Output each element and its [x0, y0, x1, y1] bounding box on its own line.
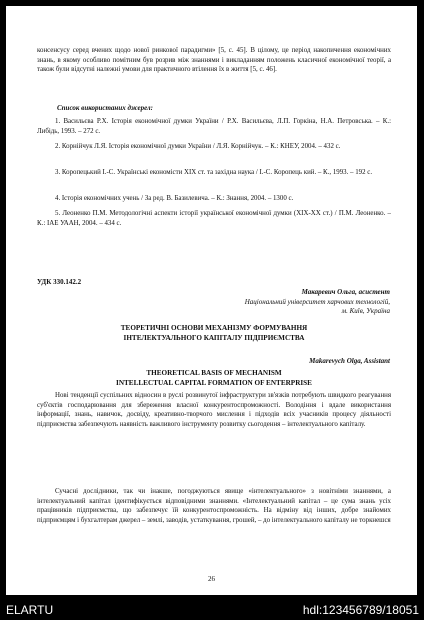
author-name: Макаревич Ольга, асистент	[301, 288, 390, 296]
references-title: Список використаних джерел:	[57, 104, 153, 112]
reference-item: 4. Історія економічних учень / За ред. В. Базилевича. – К.: Знання, 2004. – 1300 с.	[55, 195, 294, 202]
reference-item: 1. Васильєва Р.Х. Історія економічної думки України / Р.Х. Васильєва, Л.П. Горкіна, Н.А. Петровська. – К.: Либідь, 1993. – 272 с.	[37, 118, 391, 136]
page-number: 26	[208, 575, 215, 583]
author-city: м. Київ, Україна	[341, 307, 390, 316]
article-title-en	[37, 369, 391, 388]
title-line: THEORETICAL BASIS OF MECHANISM	[146, 369, 282, 377]
udk-code: УДК 330.142.2	[37, 278, 82, 286]
author-block-ua	[245, 288, 390, 317]
reference-item: 5. Леоненко П.М. Методологічні аспекти історії української економічної думки (ХІХ-ХХ ст.) / П.М. Леоненко. – К.: ІАЕ УААН, 2004. – 434 с.	[37, 210, 391, 228]
author-affiliation: Національний університет харчових технологій,	[244, 297, 390, 306]
article-title-ua	[37, 324, 391, 343]
document-page	[6, 6, 417, 595]
title-line: ІНТЕЛЕКТУАЛЬНОГО КАПІТАЛУ ПІДПРИЄМСТВА	[123, 333, 305, 342]
author-name-en: Makarevych Olga, Assistant	[309, 357, 390, 365]
repository-footer	[0, 599, 424, 620]
repository-name: ELARTU	[6, 603, 54, 617]
reference-item: 2. Корнійчук Л.Я. Історія економічної думки України / Л.Я. Корнійчук. – К.: КНЕУ, 2004. – 432 с.	[55, 143, 341, 150]
body-paragraph: Сучасні дослідники, так чи інакше, погоджуються явище «інтелектуального» з новітніми знаннями, а інтелектуальний капітал ідентифікується відповідними знаннями. «Інтелектуальний капітал – це сума знань усіх працівників підприємства, що забезпечує їй конкурентоспроможність. На відміну від інших, добре знайомих підприємцям і бухгалтерам джерел – землі, заводів, устаткування, грошей, – до інтелектуального капіталу не торкнешся	[37, 488, 391, 525]
handle-link[interactable]: hdl:123456789/18051	[302, 603, 419, 617]
title-line: INTELLECTUAL CAPITAL FORMATION OF ENTERPRISE	[116, 378, 312, 387]
paragraph-top: консенсусу серед вчених щодо нової ринкової парадигми» [5, с. 45]. В цілому, це період накопичення економічних знань, в якому особливо помітним був розрив між знаннями і викладанням положень класичної економічної теорії, а також були відсутні належні умови для практичного втілення їх в життя [5, с. 46].	[37, 47, 391, 74]
reference-item: 3. Коропецький І.-С. Українські економісти ХІХ ст. та західна наука / І.-С. Коропець кий. – К., 1993. – 192 с.	[55, 169, 373, 176]
title-line: ТЕОРЕТИЧНІ ОСНОВИ МЕХАНІЗМУ ФОРМУВАННЯ	[120, 324, 308, 332]
body-paragraph: Нові тенденції суспільних відносин в руслі розвинутої інфраструктури зв'язків потребують швидкого реагування суб'єктів господарювання для збереження власної конкурентоспроможності. Володіння і вдале використання інформації, знань, навичок, досвіду, креативно-творчого мислення і підходів всіх учасників процесу діяльності підприємства забезпечують наявність важливого інструменту розвитку сьогодення – інтелектуального капіталу.	[37, 392, 391, 429]
